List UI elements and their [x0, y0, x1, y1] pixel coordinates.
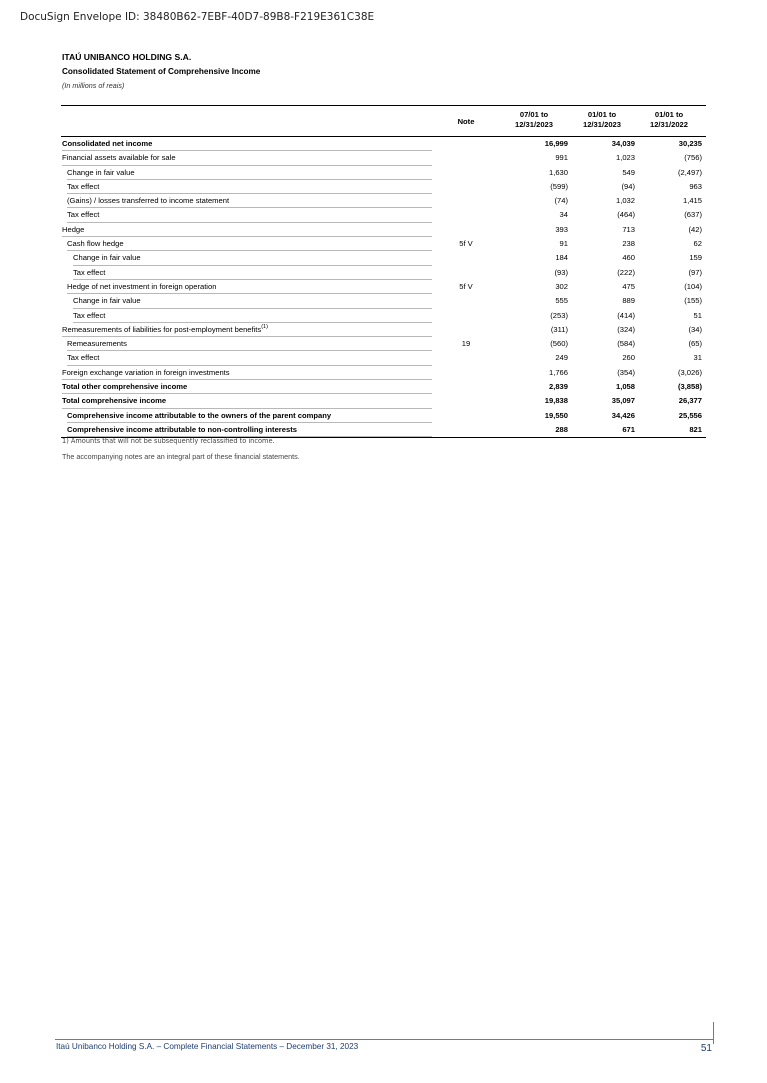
- row-value-col3: (3,858): [677, 382, 702, 392]
- row-label: Financial assets available for sale: [62, 151, 432, 165]
- period-column-header-2-line1: 01/01 to: [587, 110, 617, 119]
- row-label: Comprehensive income attributable to non-controlling interests: [67, 423, 432, 437]
- table-row: [61, 180, 706, 194]
- row-value-col2: 713: [622, 224, 635, 234]
- row-label: Hedge: [62, 223, 432, 237]
- table-row-total: [61, 380, 706, 394]
- row-label: (Gains) / losses transferred to income statement: [67, 194, 432, 208]
- company-name: ITAÚ UNIBANCO HOLDING S.A.: [62, 52, 192, 62]
- row-value-col1: 34: [559, 210, 568, 220]
- row-label: Hedge of net investment in foreign operation: [67, 280, 432, 294]
- row-value-col1: 393: [555, 224, 568, 234]
- row-value-col3: (65): [688, 339, 702, 349]
- row-value-col2: (584): [617, 339, 635, 349]
- table-row: [61, 280, 706, 294]
- row-label: Comprehensive income attributable to the owners of the parent company: [67, 409, 432, 423]
- row-value-col3: (2,497): [677, 167, 702, 177]
- row-value-col2: 1,032: [615, 196, 635, 206]
- row-value-col2: 34,039: [611, 139, 635, 148]
- table-header: [61, 105, 706, 137]
- table-row: [61, 251, 706, 265]
- row-value-col1: 302: [555, 281, 568, 291]
- row-value-col2: 549: [622, 167, 635, 177]
- footnote: 1) Amounts that will not be subsequently reclassified to income.: [62, 437, 275, 445]
- row-value-col1: 19,838: [544, 396, 568, 406]
- row-label: [62, 323, 432, 337]
- table-row: [61, 423, 706, 437]
- page-number: 51: [700, 1043, 712, 1054]
- row-value-col1: (560): [550, 339, 568, 349]
- table-row: [61, 208, 706, 222]
- row-label: Cash flow hedge: [67, 237, 432, 251]
- footer-vertical-rule: [713, 1022, 714, 1044]
- row-label: Consolidated net income: [62, 137, 432, 151]
- comprehensive-income-table: [61, 105, 706, 438]
- row-value-col3: (756): [684, 153, 702, 163]
- row-value-col2: (324): [617, 324, 635, 334]
- row-value-col2: (94): [621, 181, 635, 191]
- row-value-col1: 991: [555, 153, 568, 163]
- table-row: [61, 223, 706, 237]
- row-label: Tax effect: [73, 266, 432, 280]
- footnote-marker: (1): [261, 323, 268, 330]
- table-row: [61, 137, 706, 151]
- row-value-col1: 1,630: [548, 167, 568, 177]
- row-value-col2: 475: [622, 281, 635, 291]
- period-column-header-3-line1: 01/01 to: [654, 110, 684, 119]
- period-column-header-3-line2: 12/31/2022: [649, 120, 688, 129]
- docusign-envelope-id: DocuSign Envelope ID: 38480B62-7EBF-40D7-89B8-F219E361C38E: [20, 11, 375, 23]
- row-value-col2: 35,097: [611, 396, 635, 406]
- row-value-col3: (104): [684, 281, 702, 291]
- row-value-col2: 260: [622, 353, 635, 363]
- table-row: [61, 237, 706, 251]
- row-value-col2: 889: [622, 296, 635, 306]
- row-value-col3: (155): [684, 296, 702, 306]
- row-value-col2: (354): [617, 367, 635, 377]
- row-label-text: Remeasurements of liabilities for post-employment benefits: [62, 324, 262, 334]
- table-row: [61, 194, 706, 208]
- row-value-col3: (42): [688, 224, 702, 234]
- table-row-total: [61, 394, 706, 408]
- row-label: Change in fair value: [73, 251, 432, 265]
- units-note: (In millions of reais): [62, 81, 125, 90]
- table-row: [61, 366, 706, 380]
- row-value-col1: 2,839: [548, 382, 568, 392]
- row-value-col2: 1,058: [615, 382, 635, 392]
- row-value-col1: 19,550: [544, 410, 568, 420]
- row-label: Tax effect: [67, 351, 432, 365]
- row-value-col2: (414): [617, 310, 635, 320]
- row-value-col2: (222): [617, 267, 635, 277]
- row-label: Remeasurements: [67, 337, 432, 351]
- row-value-col3: (34): [688, 324, 702, 334]
- period-column-header-2-line2: 12/31/2023: [582, 120, 621, 129]
- table-row: [61, 294, 706, 308]
- row-value-col1: 249: [555, 353, 568, 363]
- row-value-col2: 238: [622, 239, 635, 249]
- row-value-col2: (464): [617, 210, 635, 220]
- table-row: [61, 323, 706, 337]
- row-label: Foreign exchange variation in foreign investments: [62, 366, 432, 380]
- row-label: Total comprehensive income: [62, 394, 432, 408]
- row-value-col1: (253): [550, 310, 568, 320]
- row-note: 19: [461, 339, 471, 349]
- table-row: [61, 409, 706, 423]
- row-label: Tax effect: [67, 208, 432, 222]
- period-column-header-1-line1: 07/01 to: [519, 110, 549, 119]
- row-value-col1: (311): [550, 324, 568, 334]
- row-value-col1: (93): [554, 267, 568, 277]
- row-value-col3: 963: [689, 181, 702, 191]
- row-value-col2: 460: [622, 253, 635, 263]
- row-value-col3: 26,377: [678, 396, 702, 406]
- table-row: [61, 351, 706, 365]
- table-row: [61, 166, 706, 180]
- accompanying-notes-statement: The accompanying notes are an integral part of these financial statements.: [62, 452, 300, 461]
- period-column-header-2: [571, 110, 633, 130]
- table-row: [61, 151, 706, 165]
- row-value-col2: 34,426: [611, 410, 635, 420]
- table-row: [61, 266, 706, 280]
- row-value-col3: 31: [693, 353, 702, 363]
- row-note: 5f V: [459, 281, 473, 291]
- row-label: Change in fair value: [73, 294, 432, 308]
- row-value-col1: 1,766: [548, 367, 568, 377]
- row-value-col2: 671: [622, 424, 635, 434]
- row-value-col3: 25,556: [678, 410, 702, 420]
- row-note: 5f V: [459, 239, 473, 249]
- note-column-header: Note: [457, 117, 475, 126]
- row-value-col2: 1,023: [615, 153, 635, 163]
- row-value-col1: 91: [559, 239, 568, 249]
- row-label: Total other comprehensive income: [62, 380, 432, 394]
- period-column-header-1: [503, 110, 565, 130]
- row-value-col3: 30,235: [678, 139, 702, 148]
- period-column-header-3: [638, 110, 700, 130]
- table-row: [61, 337, 706, 351]
- table-row: [61, 309, 706, 323]
- row-value-col1: (599): [550, 181, 568, 191]
- row-label: Tax effect: [73, 309, 432, 323]
- row-value-col3: (637): [684, 210, 702, 220]
- row-label: Tax effect: [67, 180, 432, 194]
- statement-title: Consolidated Statement of Comprehensive Income: [62, 67, 261, 76]
- row-value-col1: 16,999: [544, 139, 568, 148]
- row-value-col1: 555: [555, 296, 568, 306]
- row-value-col3: (97): [688, 267, 702, 277]
- footer-text: Itaú Unibanco Holding S.A. – Complete Financial Statements – December 31, 2023: [56, 1042, 359, 1051]
- row-value-col3: 51: [693, 310, 702, 320]
- row-value-col3: 62: [693, 239, 702, 249]
- row-label: Change in fair value: [67, 166, 432, 180]
- row-value-col1: (74): [554, 196, 568, 206]
- row-value-col3: 159: [689, 253, 702, 263]
- footer-rule: [55, 1039, 713, 1040]
- row-value-col1: 184: [555, 253, 568, 263]
- row-value-col3: (3,026): [677, 367, 702, 377]
- row-value-col1: 288: [555, 424, 568, 434]
- period-column-header-1-line2: 12/31/2023: [514, 120, 553, 129]
- row-value-col3: 821: [689, 424, 702, 434]
- row-value-col3: 1,415: [682, 196, 702, 206]
